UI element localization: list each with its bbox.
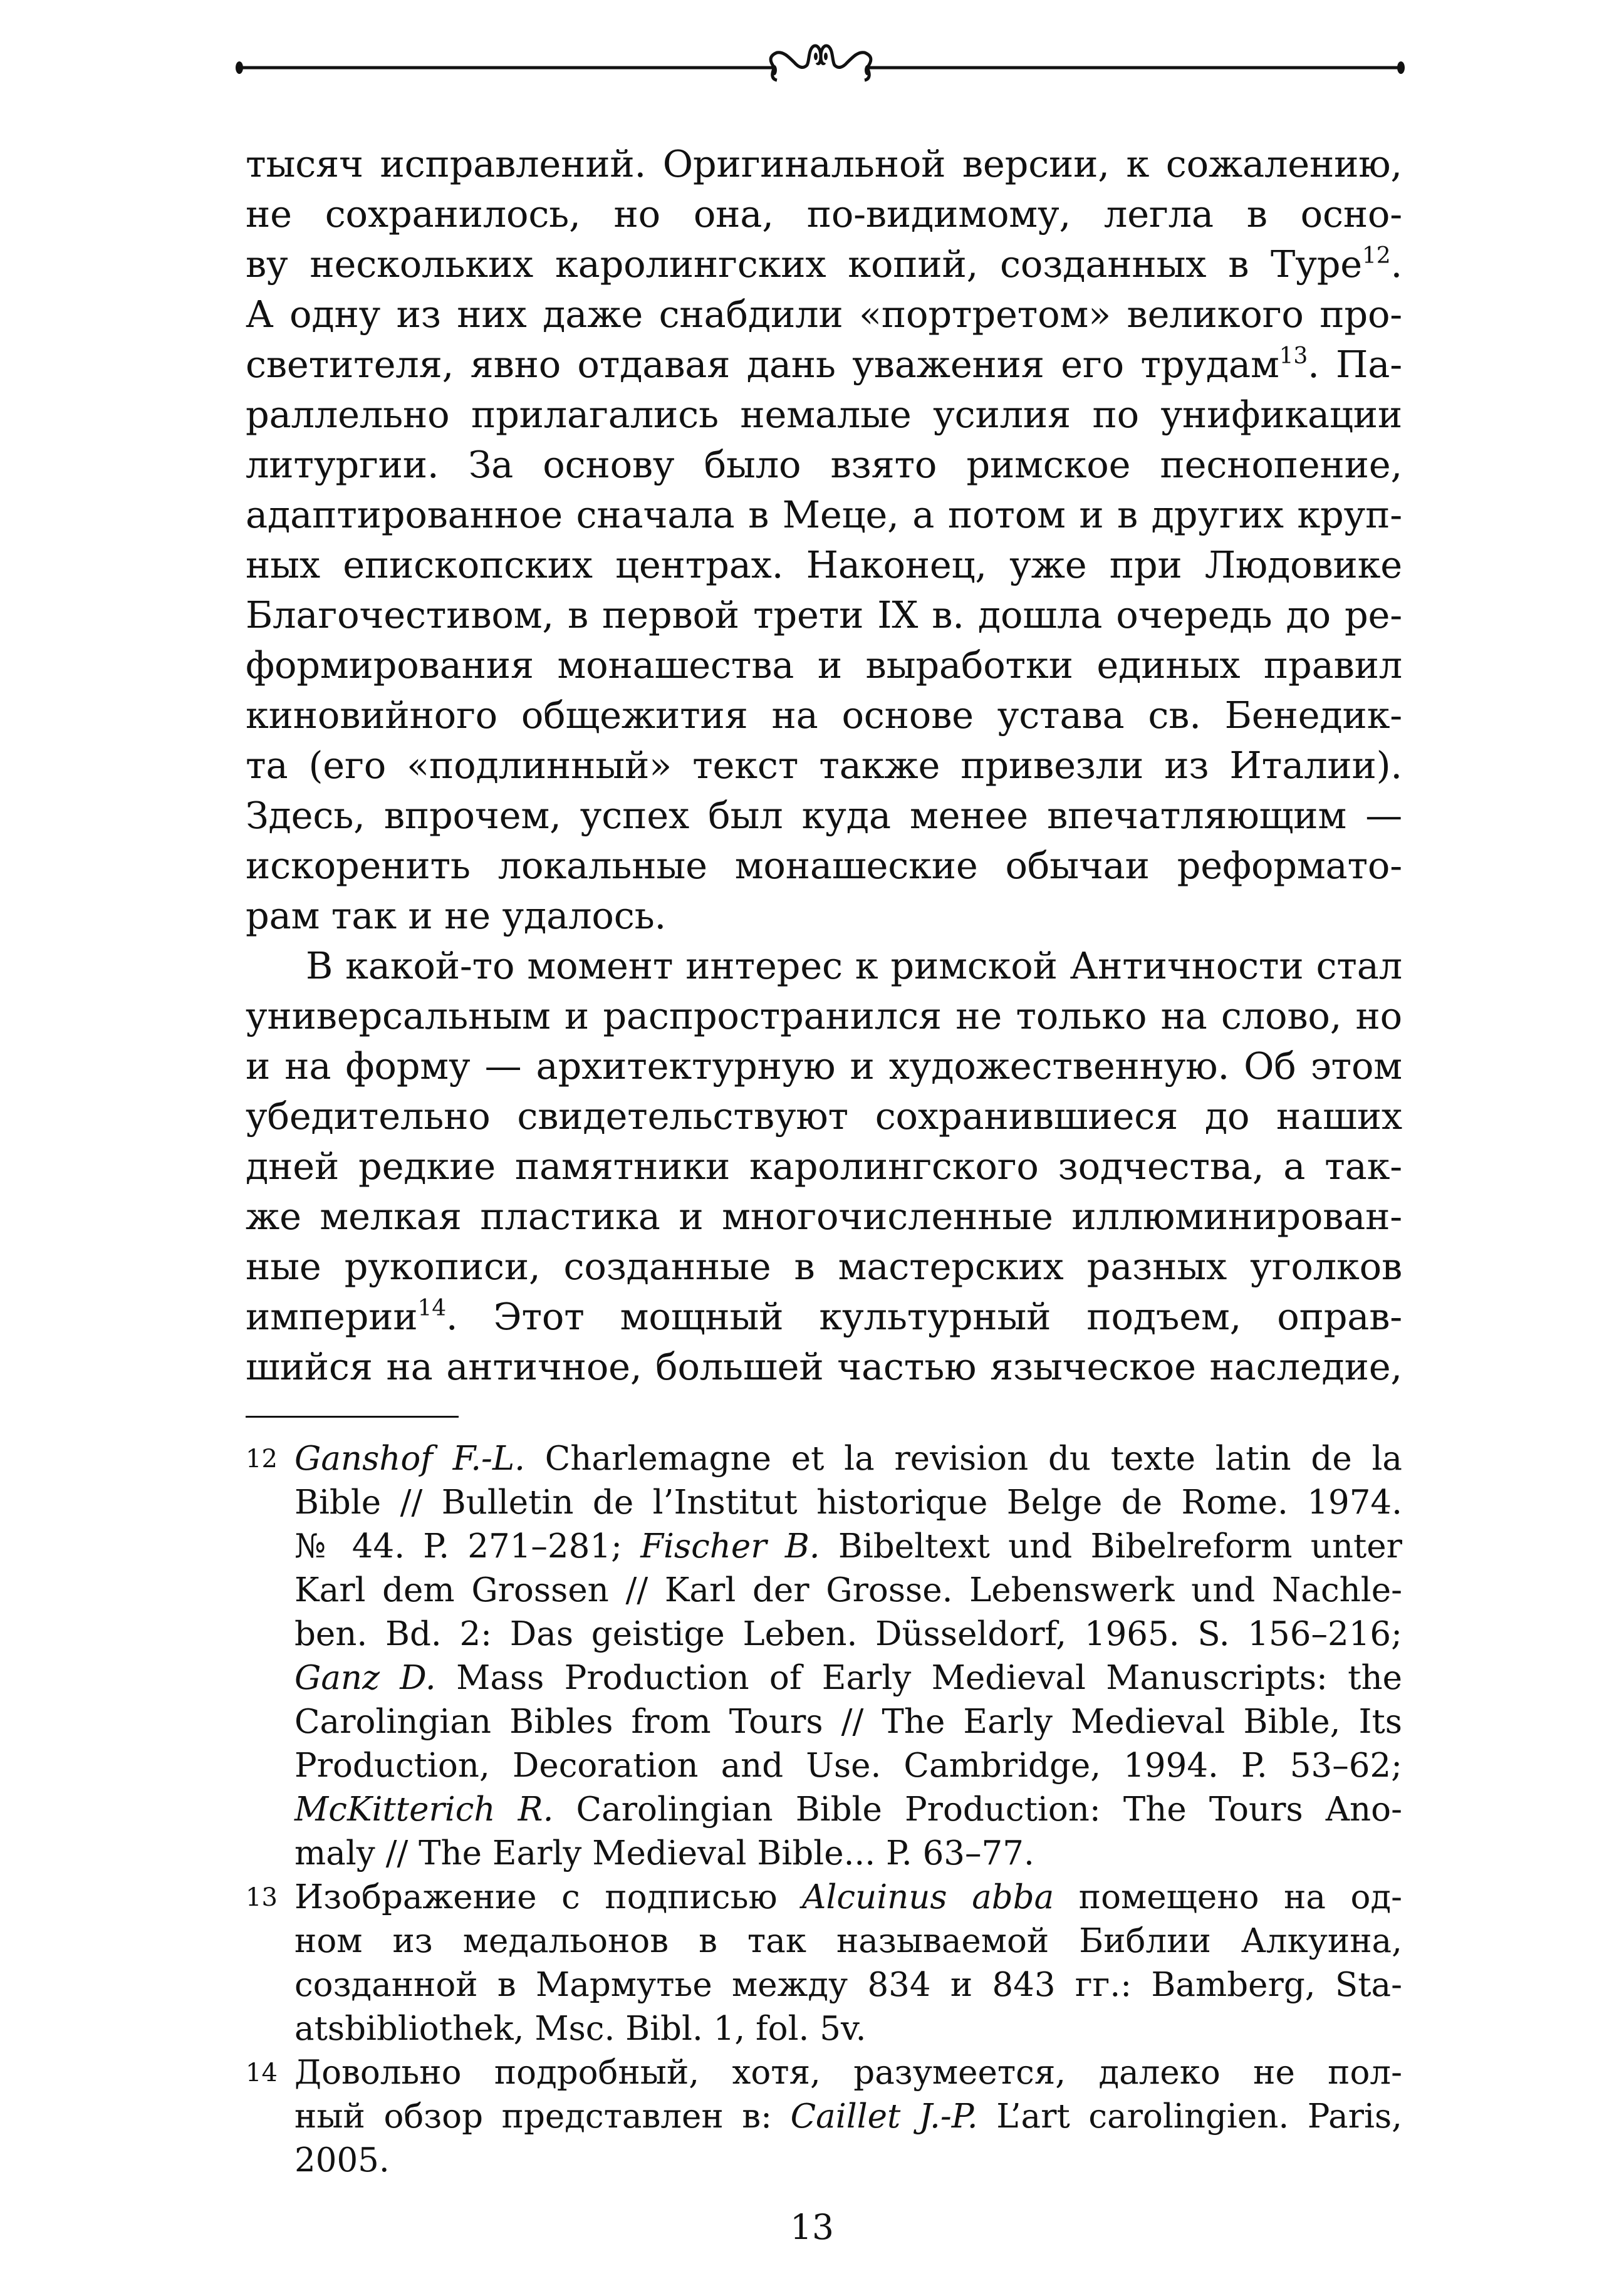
text-line-content — [246, 991, 1402, 1041]
text-segment: империи — [246, 1295, 418, 1338]
text-line — [246, 690, 1402, 740]
text-line — [246, 189, 1402, 239]
footnote-line-content — [294, 1525, 1402, 1569]
footnote-reference[interactable]: 13 — [1279, 343, 1308, 369]
footnote-number: 14 — [246, 2059, 278, 2087]
footnotes-section — [246, 1437, 1402, 2183]
footnote-line — [294, 1525, 1402, 1569]
citation-author: Fischer B. — [640, 1527, 820, 1566]
text-segment: Изображение с подписью — [294, 1878, 803, 1916]
text-segment: Carolingian Bible Production: The Tours Ano- — [553, 1790, 1402, 1829]
text-line-content — [246, 340, 1402, 390]
text-segment: ben. Bd. 2: Das geistige Leben. Düsseldorf, 1965. S. 156–216; — [294, 1615, 1402, 1653]
text-segment: и на форму — архитектурную и художественную. Об этом — [246, 1044, 1402, 1088]
text-segment: . Па- — [1308, 343, 1402, 386]
footnote-line-content — [294, 1744, 1402, 1788]
text-line-content — [246, 289, 1402, 340]
text-segment: ном из медальонов в так называемой Библии Алкуина, — [294, 1922, 1402, 1960]
footnote-14 — [246, 2051, 1402, 2183]
text-segment: . — [1390, 242, 1402, 286]
text-segment: А одну из них даже снабдили «портретом» великого про- — [246, 293, 1402, 336]
text-line-content — [246, 440, 1402, 490]
text-segment: адаптированное сначала в Меце, а потом и в других круп- — [246, 493, 1402, 536]
text-segment: Довольно подробный, хотя, разумеется, далеко не пол- — [294, 2054, 1402, 2092]
text-segment: формирования монашества и выработки единых правил — [246, 643, 1402, 687]
text-line-content — [246, 189, 1402, 239]
citation-author: Caillet J.-P. — [790, 2097, 978, 2136]
text-segment: дней редкие памятники каролингского зодчества, а так- — [246, 1145, 1402, 1188]
text-segment: тысяч исправлений. Оригинальной версии, к сожалению, — [246, 142, 1402, 185]
footnote-line-content — [294, 1656, 1402, 1700]
text-segment: Bibeltext und Bibelreform unter — [820, 1527, 1402, 1566]
footnote-13 — [246, 1876, 1402, 2051]
footnote-line-content — [294, 2007, 1402, 2051]
text-line-content — [246, 390, 1402, 440]
text-line — [246, 991, 1402, 1041]
footnote-line-content — [294, 1613, 1402, 1656]
footnote-line — [294, 1613, 1402, 1656]
text-line — [246, 490, 1402, 540]
footnote-line — [294, 2051, 1402, 2095]
text-line — [246, 540, 1402, 590]
text-segment: светителя, явно отдавая дань уважения его трудам — [246, 343, 1279, 386]
footnote-number: 12 — [246, 1445, 278, 1473]
text-segment: ные рукописи, созданные в мастерских разных уголков — [246, 1245, 1402, 1288]
text-line — [246, 1292, 1402, 1342]
text-line-content — [246, 1342, 1402, 1392]
footnote-line-content — [294, 1876, 1402, 1919]
text-segment: не сохранилось, но она, по-видимому, легла в осно- — [246, 192, 1402, 236]
footnote-12 — [246, 1437, 1402, 1876]
footnote-line — [294, 2007, 1402, 2051]
footnote-line — [294, 1656, 1402, 1700]
text-line-content — [246, 791, 1402, 841]
text-line-content — [246, 1292, 1402, 1342]
text-line-content — [246, 540, 1402, 590]
text-line-content — [246, 239, 1402, 289]
text-line — [246, 941, 1402, 991]
text-line-content — [246, 490, 1402, 540]
text-segment: Charlemagne et la revision du texte latin de la — [525, 1440, 1402, 1478]
text-segment: ный обзор представлен в: — [294, 2097, 791, 2136]
text-segment: помещено на од- — [1054, 1878, 1402, 1916]
footnote-line — [294, 1569, 1402, 1613]
footnote-line-content — [294, 2051, 1402, 2095]
text-line — [246, 640, 1402, 690]
text-segment: Здесь, впрочем, успех был куда менее впечатляющим — — [246, 794, 1402, 837]
text-line — [246, 1242, 1402, 1292]
text-line-content — [246, 891, 1402, 941]
footnote-line-content — [294, 1700, 1402, 1744]
text-line — [246, 340, 1402, 390]
text-segment: универсальным и распространился не только на слово, но — [246, 994, 1402, 1037]
text-segment: рам так и не удалось. — [246, 894, 667, 937]
text-line — [246, 1192, 1402, 1242]
text-line-content — [246, 1041, 1402, 1091]
footnote-line — [294, 1481, 1402, 1525]
text-segment: maly // The Early Medieval Bible... P. 63–77. — [294, 1834, 1034, 1873]
citation-author: Alcuinus abba — [802, 1878, 1054, 1916]
text-segment: ву нескольких каролингских копий, созданных в Туре — [246, 242, 1363, 286]
footnote-line — [294, 1744, 1402, 1788]
text-line-content — [246, 139, 1402, 189]
footnote-line-content — [294, 1437, 1402, 1481]
footnote-line — [294, 1832, 1402, 1876]
footnote-line-content — [294, 1569, 1402, 1613]
text-line — [246, 1091, 1402, 1141]
text-line — [246, 740, 1402, 791]
text-segment: литургии. За основу было взято римское песнопение, — [246, 443, 1402, 486]
footnote-line — [294, 1963, 1402, 2007]
footnote-line — [294, 1437, 1402, 1481]
text-line — [246, 590, 1402, 640]
text-line — [246, 289, 1402, 340]
main-body-text — [246, 139, 1402, 1392]
footnote-line — [294, 2139, 1402, 2183]
text-segment: шийся на античное, большей частью языческое наследие, — [246, 1345, 1402, 1388]
footnote-line-content — [294, 1919, 1402, 1963]
text-line-content — [246, 640, 1402, 690]
text-segment: L’art carolingien. Paris, — [977, 2097, 1403, 2136]
text-segment: Karl dem Grossen // Karl der Grosse. Lebenswerk und Nachle- — [294, 1571, 1402, 1609]
footnote-line — [294, 1700, 1402, 1744]
text-line-content — [246, 1091, 1402, 1141]
footnote-line — [294, 2095, 1402, 2139]
footnote-line-content — [294, 1963, 1402, 2007]
text-line-content — [306, 941, 1402, 991]
text-segment: созданной в Мармутье между 834 и 843 гг.: Bamberg, Sta- — [294, 1966, 1402, 2004]
text-line-content — [246, 1192, 1402, 1242]
text-segment: убедительно свидетельствуют сохранившиеся до наших — [246, 1094, 1402, 1138]
text-line — [246, 239, 1402, 289]
text-line — [246, 891, 1402, 941]
text-segment: Bible // Bulletin de l’Institut historique Belge de Rome. 1974. — [294, 1483, 1402, 1522]
citation-author: Ganz D. — [294, 1659, 436, 1697]
text-segment: ных епископских центрах. Наконец, уже при Людовике — [246, 543, 1402, 586]
text-segment: раллельно прилагались немалые усилия по унификации — [246, 393, 1402, 436]
text-line-content — [246, 740, 1402, 791]
text-segment: Production, Decoration and Use. Cambridge, 1994. P. 53–62; — [294, 1747, 1402, 1785]
citation-author: McKitterich R. — [294, 1790, 554, 1829]
footnote-separator-rule — [246, 1416, 459, 1418]
text-line — [246, 841, 1402, 891]
footnote-line-content — [294, 1832, 1402, 1876]
text-segment: Carolingian Bibles from Tours // The Early Medieval Bible, Its — [294, 1703, 1402, 1741]
citation-author: Ganshof F.-L. — [294, 1440, 525, 1478]
footnote-line — [294, 1919, 1402, 1963]
text-segment: atsbibliothek, Msc. Bibl. 1, fol. 5v. — [294, 2010, 867, 2048]
footnote-line — [294, 1876, 1402, 1919]
footnote-reference[interactable]: 12 — [1362, 243, 1391, 269]
footnote-line-content — [294, 1788, 1402, 1832]
text-segment: Благочестивом, в первой трети IX в. дошла очередь до ре- — [246, 593, 1402, 636]
text-line — [246, 1342, 1402, 1392]
text-line-content — [246, 1141, 1402, 1192]
text-line — [246, 791, 1402, 841]
text-segment: . Этот мощный культурный подъем, оправ- — [445, 1295, 1402, 1338]
text-line-content — [246, 1242, 1402, 1292]
text-line — [246, 139, 1402, 189]
text-segment: 2005. — [294, 2141, 390, 2179]
footnote-reference[interactable]: 14 — [417, 1296, 446, 1321]
header-flourish-divider-icon — [232, 38, 1410, 88]
text-line-content — [246, 690, 1402, 740]
footnote-line — [294, 1788, 1402, 1832]
text-line-content — [246, 590, 1402, 640]
text-segment: искоренить локальные монашеские обычаи реформато- — [246, 844, 1402, 887]
footnote-number: 13 — [246, 1883, 278, 1912]
text-line — [246, 390, 1402, 440]
text-segment: киновийного общежития на основе устава св. Бенедик- — [246, 693, 1402, 737]
footnote-line-content — [294, 2139, 1402, 2183]
page-number: 13 — [790, 2207, 834, 2247]
text-segment: № 44. P. 271–281; — [294, 1527, 641, 1566]
text-line — [246, 440, 1402, 490]
text-line-content — [246, 841, 1402, 891]
text-segment: В какой-то момент интерес к римской Античности стал — [306, 944, 1402, 987]
text-segment: же мелкая пластика и многочисленные иллюминирован- — [246, 1195, 1402, 1238]
text-segment: Mass Production of Early Medieval Manuscripts: the — [435, 1659, 1402, 1697]
footnote-line-content — [294, 1481, 1402, 1525]
footnote-line-content — [294, 2095, 1402, 2139]
text-line — [246, 1041, 1402, 1091]
text-line — [246, 1141, 1402, 1192]
text-segment: та (его «подлинный» текст также привезли из Италии). — [246, 744, 1402, 787]
